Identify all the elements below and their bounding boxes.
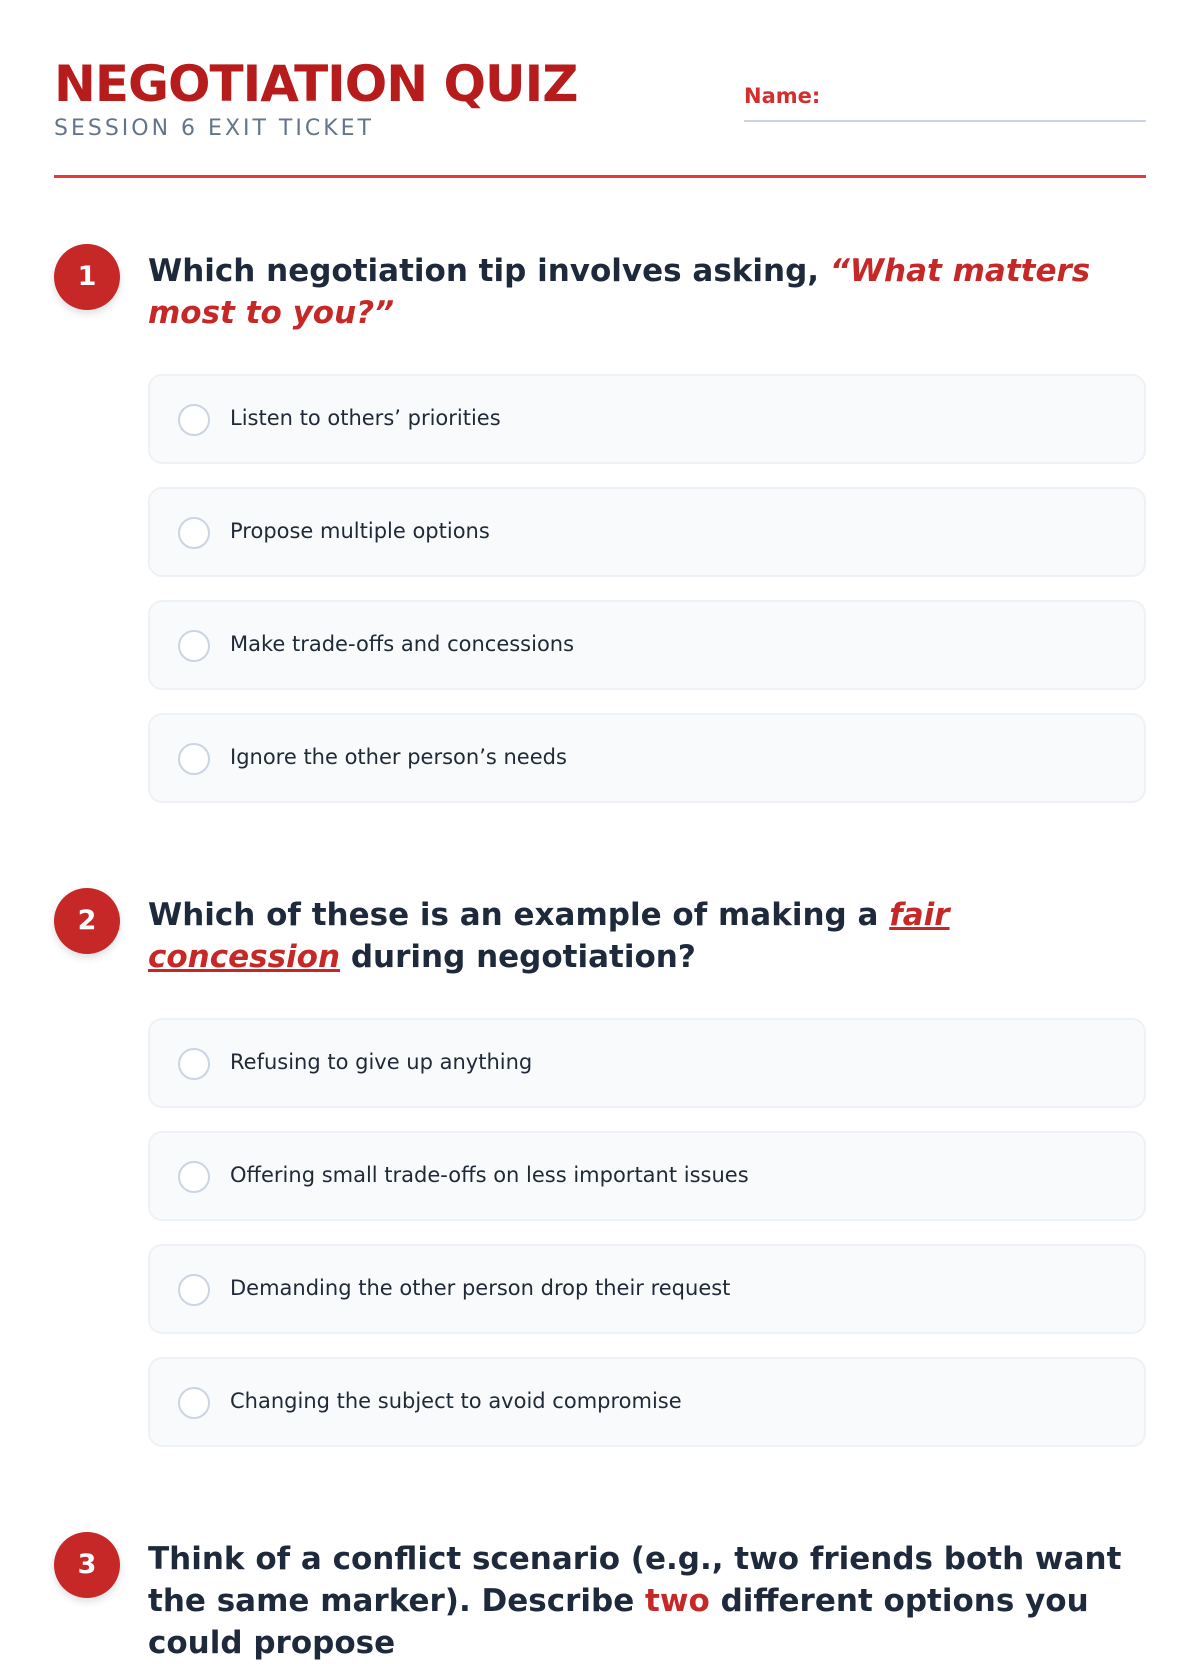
option-label: Propose multiple options bbox=[230, 519, 490, 543]
question-text-part: Which negotiation tip involves asking, bbox=[148, 253, 830, 289]
option-2b[interactable] bbox=[148, 1131, 1146, 1221]
option-label: Refusing to give up anything bbox=[230, 1050, 533, 1074]
radio-button[interactable] bbox=[178, 1274, 210, 1306]
option-1b[interactable] bbox=[148, 487, 1146, 577]
question-text bbox=[148, 894, 1148, 978]
name-label: Name: bbox=[744, 84, 821, 108]
option-label: Demanding the other person drop their request bbox=[230, 1276, 731, 1300]
page-subtitle: SESSION 6 EXIT TICKET bbox=[54, 116, 374, 141]
quiz-header bbox=[54, 0, 1146, 178]
question-number-badge: 1 bbox=[54, 244, 120, 310]
name-field[interactable] bbox=[744, 80, 1146, 122]
question-text bbox=[148, 1538, 1148, 1664]
radio-button[interactable] bbox=[178, 404, 210, 436]
question-number-badge: 3 bbox=[54, 1532, 120, 1598]
radio-button[interactable] bbox=[178, 1048, 210, 1080]
radio-button[interactable] bbox=[178, 743, 210, 775]
question-text-part: during negotiation? bbox=[340, 939, 696, 975]
radio-button[interactable] bbox=[178, 630, 210, 662]
question-text bbox=[148, 250, 1148, 334]
option-1d[interactable] bbox=[148, 713, 1146, 803]
option-2c[interactable] bbox=[148, 1244, 1146, 1334]
question-text-part: Think of a conflict scenario (e.g., two friends both want the same marker). Describe bbox=[148, 1541, 1122, 1619]
question-highlight: “What matters most to you?” bbox=[148, 253, 1091, 331]
option-label: Listen to others’ priorities bbox=[230, 406, 501, 430]
option-label: Ignore the other person’s needs bbox=[230, 745, 567, 769]
question-text-part: different options you could propose bbox=[148, 1583, 1089, 1661]
page-title: NEGOTIATION QUIZ bbox=[54, 55, 578, 113]
question-text-part: Which of these is an example of making a bbox=[148, 897, 890, 933]
question-highlight: fair concession bbox=[148, 897, 950, 975]
option-2a[interactable] bbox=[148, 1018, 1146, 1108]
question-highlight: two bbox=[645, 1583, 710, 1619]
option-1a[interactable] bbox=[148, 374, 1146, 464]
radio-button[interactable] bbox=[178, 517, 210, 549]
radio-button[interactable] bbox=[178, 1161, 210, 1193]
option-label: Changing the subject to avoid compromise bbox=[230, 1389, 682, 1413]
question-number-badge: 2 bbox=[54, 888, 120, 954]
option-2d[interactable] bbox=[148, 1357, 1146, 1447]
option-1c[interactable] bbox=[148, 600, 1146, 690]
radio-button[interactable] bbox=[178, 1387, 210, 1419]
option-label: Offering small trade-offs on less important issues bbox=[230, 1163, 749, 1187]
option-label: Make trade-offs and concessions bbox=[230, 632, 575, 656]
